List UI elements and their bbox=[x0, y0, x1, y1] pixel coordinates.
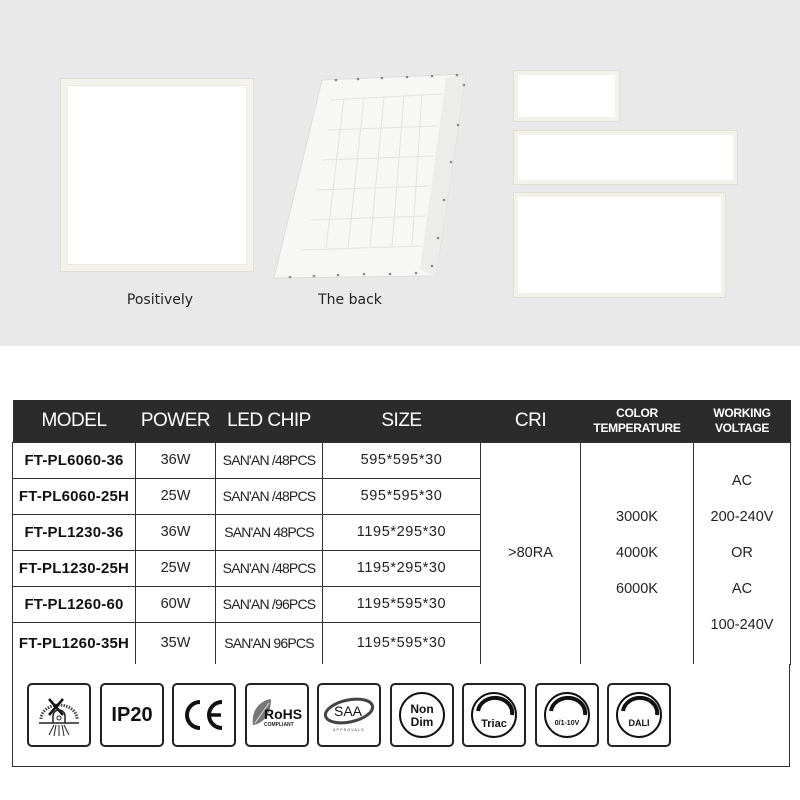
cell-model: FT-PL1260-35H bbox=[13, 622, 136, 664]
saa-icon bbox=[317, 683, 381, 747]
svg-text:SAA: SAA bbox=[334, 703, 363, 719]
svg-text:Dim: Dim bbox=[410, 715, 434, 729]
panel-1230-image bbox=[513, 130, 738, 185]
product-images-section bbox=[0, 0, 800, 346]
svg-text:RoHS: RoHS bbox=[264, 706, 303, 722]
cell-size: 1195*295*30 bbox=[323, 514, 481, 550]
cell-power: 25W bbox=[136, 550, 216, 586]
cell-power: 36W bbox=[136, 514, 216, 550]
cell-led-chip: SAN'AN /48PCS bbox=[216, 478, 323, 514]
cell-size: 1195*295*30 bbox=[323, 550, 481, 586]
cell-led-chip: SAN'AN 48PCS bbox=[216, 514, 323, 550]
svg-text:0/1-10V: 0/1-10V bbox=[554, 720, 580, 727]
svg-text:DALI: DALI bbox=[628, 718, 650, 728]
svg-text:COMPLIANT: COMPLIANT bbox=[264, 722, 294, 728]
cell-working-voltage: AC 200-240V OR AC 100-240V bbox=[694, 442, 791, 664]
panel-1230-small-image bbox=[513, 70, 620, 122]
non-dim-icon bbox=[390, 683, 454, 747]
cell-power: 25W bbox=[136, 478, 216, 514]
front-caption: Positively bbox=[126, 292, 194, 308]
cell-power: 36W bbox=[136, 442, 216, 478]
cell-size: 595*595*30 bbox=[323, 478, 481, 514]
table-header-row bbox=[13, 400, 791, 442]
table-row bbox=[13, 442, 791, 478]
cell-size: 1195*595*30 bbox=[323, 622, 481, 664]
svg-text:Non: Non bbox=[410, 702, 434, 716]
dali-icon bbox=[607, 683, 671, 747]
spec-table bbox=[12, 400, 791, 665]
header-cri: CRI bbox=[481, 400, 581, 442]
header-led-chip: LED CHIP bbox=[216, 400, 323, 442]
panel-front-image bbox=[60, 78, 254, 272]
header-size: SIZE bbox=[323, 400, 481, 442]
ip20-icon: IP20 bbox=[100, 683, 164, 747]
cell-size: 595*595*30 bbox=[323, 442, 481, 478]
cell-model: FT-PL1260-60 bbox=[13, 586, 136, 622]
cell-led-chip: SAN'AN /48PCS bbox=[216, 442, 323, 478]
cell-model: FT-PL1230-36 bbox=[13, 514, 136, 550]
panel-back-image bbox=[270, 70, 470, 280]
ce-icon bbox=[172, 683, 236, 747]
cell-led-chip: SAN'AN /48PCS bbox=[216, 550, 323, 586]
header-color-temperature: COLOR TEMPERATURE bbox=[581, 400, 694, 442]
cell-led-chip: SAN'AN /96PCS bbox=[216, 586, 323, 622]
rohs-icon bbox=[245, 683, 309, 747]
no-insulation-cover-icon bbox=[27, 683, 91, 747]
dim-0-10v-icon bbox=[535, 683, 599, 747]
cell-color-temperature: 3000K 4000K 6000K bbox=[581, 442, 694, 664]
cell-model: FT-PL6060-25H bbox=[13, 478, 136, 514]
svg-text:Triac: Triac bbox=[481, 718, 507, 730]
certification-icons-row bbox=[12, 664, 790, 767]
cell-led-chip: SAN'AN 96PCS bbox=[216, 622, 323, 664]
header-power: POWER bbox=[136, 400, 216, 442]
cell-model: FT-PL6060-36 bbox=[13, 442, 136, 478]
back-caption: The back bbox=[318, 292, 382, 308]
cell-power: 35W bbox=[136, 622, 216, 664]
cell-model: FT-PL1230-25H bbox=[13, 550, 136, 586]
svg-text:APPROVALS: APPROVALS bbox=[333, 728, 365, 732]
header-working-voltage: WORKING VOLTAGE bbox=[694, 400, 791, 442]
panel-1260-image bbox=[513, 192, 726, 298]
triac-icon bbox=[462, 683, 526, 747]
cell-cri: >80RA bbox=[481, 442, 581, 664]
cell-size: 1195*595*30 bbox=[323, 586, 481, 622]
cell-power: 60W bbox=[136, 586, 216, 622]
header-model: MODEL bbox=[13, 400, 136, 442]
